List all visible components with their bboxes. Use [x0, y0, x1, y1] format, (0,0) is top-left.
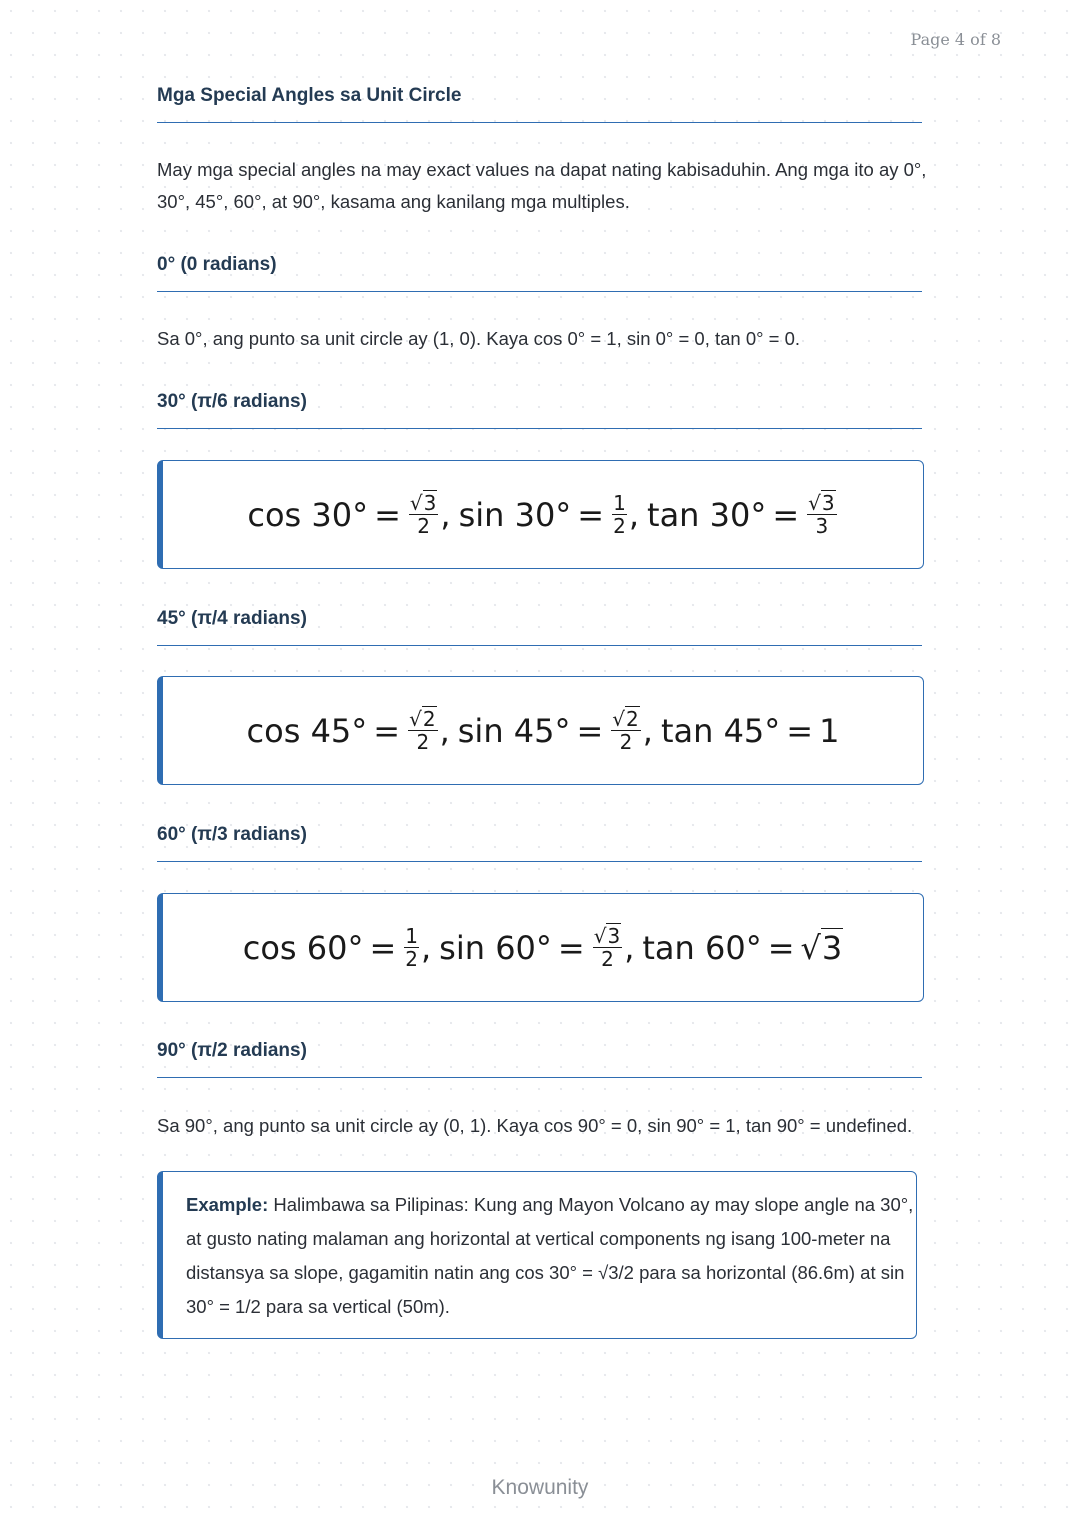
page-number: Page 4 of 8 [910, 30, 1001, 49]
formula-box-60 [157, 893, 924, 1002]
example-text: Halimbawa sa Pilipinas: Kung ang Mayon Volcano ay may slope angle na 30°, at gusto nating malaman ang horizontal at vertical components ng isang 100-meter na distansya sa slope, gagamitin natin ang cos 30° = √3/2 para sa horizontal (86.6m) at sin 30° = 1/2 para sa vertical (50m). [186, 1194, 914, 1317]
formula-box-30 [157, 460, 924, 569]
formula-45: cos 45° = $\frac{√2}{2}$ , sin 45° = $\frac{√2}{2}$ , tan 45° = 1 [246, 707, 840, 754]
sin-30-fraction: $\frac{1}{2}$ [613, 491, 626, 538]
heading-60-degrees: 60° (π/3 radians) [157, 823, 922, 862]
cos-45-fraction: $\frac{√2}{2}$ [409, 707, 436, 754]
heading-0-degrees: 0° (0 radians) [157, 253, 922, 292]
cos-60-fraction: $\frac{1}{2}$ [405, 924, 418, 971]
formula-60: cos 60° = $\frac{1}{2}$ , sin 60° = $\frac{√3}{2}$ , tan 60° = √3 [242, 924, 843, 971]
sin-45-fraction: $\frac{√2}{2}$ [612, 707, 639, 754]
tan-60-value: √3 [800, 928, 843, 967]
cos-45-label: cos 45° [246, 711, 368, 750]
cos-60-label: cos 60° [242, 928, 364, 967]
tan-60-label: tan 60° [642, 928, 762, 967]
page-title: Mga Special Angles sa Unit Circle [157, 84, 922, 123]
sin-45-label: sin 45° [457, 711, 571, 750]
paragraph-90-degrees: Sa 90°, ang punto sa unit circle ay (0, 1). Kaya cos 90° = 0, sin 90° = 1, tan 90° = undefined. [157, 1115, 913, 1136]
intro-paragraph: May mga special angles na may exact values na dapat nating kabisaduhin. Ang mga ito ay 0°, 30°, 45°, 60°, at 90°, kasama ang kanilang mga multiples. [157, 159, 927, 212]
tan-45-value: 1 [819, 711, 840, 750]
formula-30: cos 30° = $\frac{√3}{2}$ , sin 30° = $\frac{1}{2}$ , tan 30° = $\frac{√3}{3}$ [247, 491, 835, 538]
heading-90-degrees: 90° (π/2 radians) [157, 1039, 922, 1078]
heading-30-degrees: 30° (π/6 radians) [157, 390, 922, 429]
example-label: Example: [186, 1194, 269, 1215]
sin-60-label: sin 60° [439, 928, 552, 967]
paragraph-0-degrees: Sa 0°, ang punto sa unit circle ay (1, 0). Kaya cos 0° = 1, sin 0° = 0, tan 0° = 0. [157, 328, 801, 349]
formula-box-45 [157, 676, 924, 785]
sin-60-fraction: $\frac{√3}{2}$ [593, 924, 621, 971]
tan-45-label: tan 45° [660, 711, 781, 750]
heading-45-degrees: 45° (π/4 radians) [157, 607, 922, 646]
footer-brand: Knowunity [491, 1476, 589, 1499]
example-box [157, 1171, 917, 1339]
sin-30-label: sin 30° [458, 495, 572, 534]
tan-30-label: tan 30° [647, 495, 767, 534]
cos-30-fraction: $\frac{√3}{2}$ [409, 491, 437, 538]
tan-30-fraction: $\frac{√3}{3}$ [808, 491, 835, 538]
cos-30-label: cos 30° [247, 495, 369, 534]
